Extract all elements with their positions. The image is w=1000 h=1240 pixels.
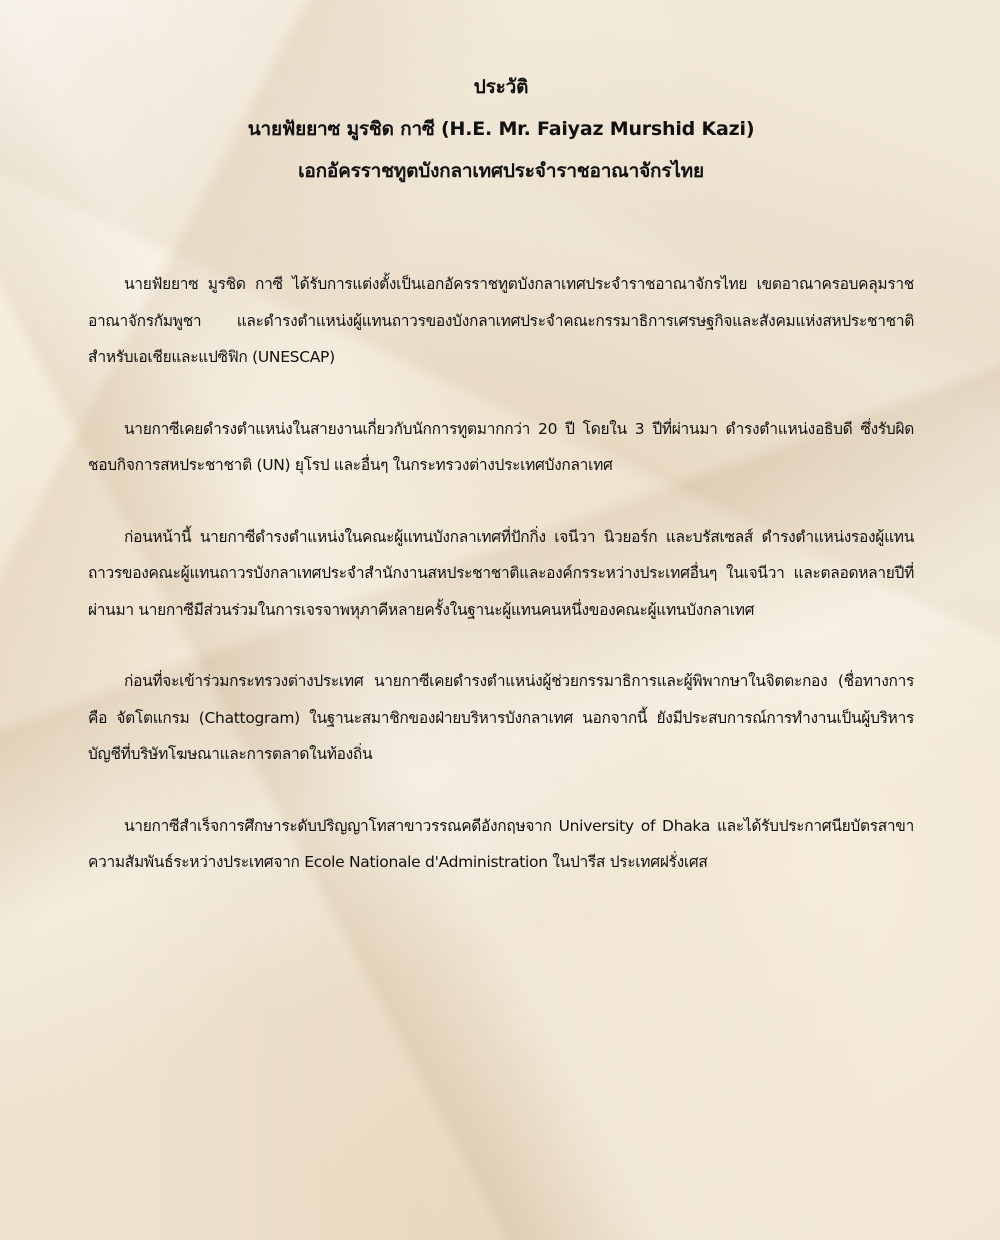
paragraph-diplomatic-career: นายกาซีเคยดำรงตำแหน่งในสายงานเกี่ยวกับนักการทูตมากกว่า 20 ปี โดยใน 3 ปีที่ผ่านมา ดำรงตำแหน่งอธิบดี ซึ่งรับผิดชอบกิจการสหประชาชาติ (UN) ยุโรป และอื่นๆ ในกระทรวงต่างประเทศบังกลาเทศ xyxy=(88,419,914,474)
paragraph-previous-posts: ก่อนหน้านี้ นายกาซีดำรงตำแหน่งในคณะผู้แทนบังกลาเทศที่ปักกิ่ง เจนีวา นิวยอร์ก และบรัสเซลส์ ดำรงตำแหน่งรองผู้แทนถาวรของคณะผู้แทนถาวรบังกลาเทศประจำสำนักงานสหประชาชาติและองค์กรระหว่างประเทศอื่นๆ ในเจนีวา และตลอดหลายปีที่ผ่านมา นายกาซีมีส่วนร่วมในการเจรจาพหุภาคีหลายครั้งในฐานะผู้แทนคนหนึ่งของคณะผู้แทนบังกลาเทศ xyxy=(88,527,914,619)
document-body xyxy=(88,266,914,881)
header-name: นายฟัยยาซ มูรชิด กาซี (H.E. Mr. Faiyaz Murshid Kazi) xyxy=(247,118,755,140)
paragraph-education: นายกาซีสำเร็จการศึกษาระดับปริญญาโทสาขาวรรณคดีอังกฤษจาก University of Dhaka และได้รับประกาศนียบัตรสาขาความสัมพันธ์ระหว่างประเทศจาก Ecole Nationale d'Administration ในปารีส ประเทศฝรั่งเศส xyxy=(88,816,914,871)
document-header xyxy=(88,66,914,192)
header-title: ประวัติ xyxy=(473,76,529,98)
paragraph-early-career: ก่อนที่จะเข้าร่วมกระทรวงต่างประเทศ นายกาซีเคยดำรงตำแหน่งผู้ช่วยกรรมาธิการและผู้พิพากษาในจิตตะกอง (ชื่อทางการคือ จัตโตแกรม (Chattogram) ในฐานะสมาชิกของฝ่ายบริหารบังกลาเทศ นอกจากนี้ ยังมีประสบการณ์การทำงานเป็นผู้บริหารบัญชีที่บริษัทโฆษณาและการตลาดในท้องถิ่น xyxy=(88,672,914,763)
paragraph-appointment: นายฟัยยาซ มูรชิด กาซี ได้รับการแต่งตั้งเป็นเอกอัครราชทูตบังกลาเทศประจำราชอาณาจักรไทย เขตอาณาครอบคลุมราชอาณาจักรกัมพูชา และดำรงตำแหน่งผู้แทนถาวรของบังกลาเทศประจำคณะกรรมาธิการเศรษฐกิจและสังคมแห่งสหประชาชาติสำหรับเอเชียและแปซิฟิก (UNESCAP) xyxy=(88,275,914,366)
header-position: เอกอัครราชทูตบังกลาเทศประจำราชอาณาจักรไทย xyxy=(298,160,704,182)
